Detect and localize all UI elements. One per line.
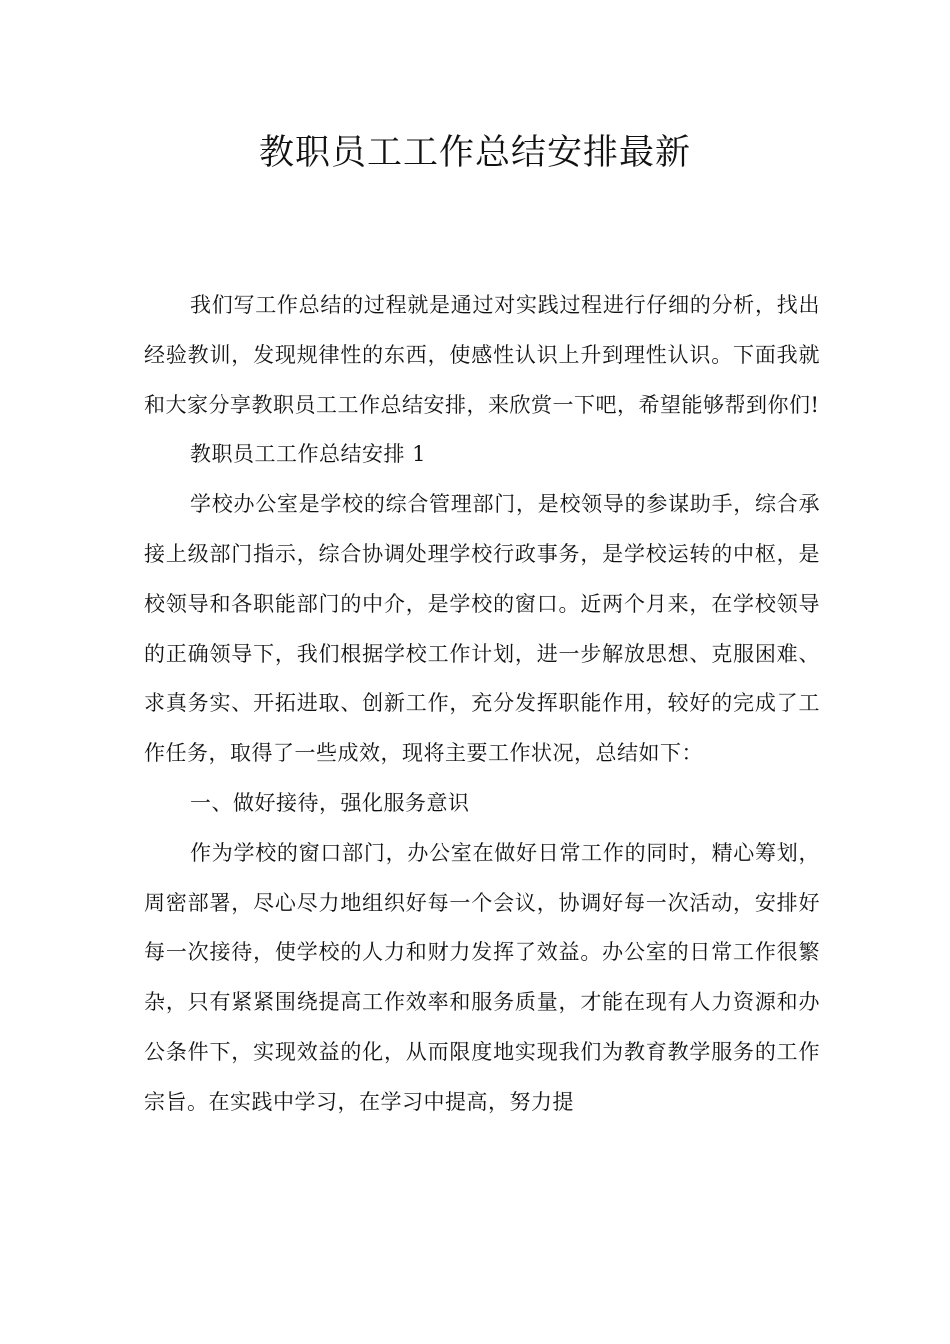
- document-body: [144, 281, 820, 1128]
- intro-paragraph: 我们写工作总结的过程就是通过对实践过程进行仔细的分析，找出经验教训，发现规律性的东西，使感性认识上升到理性认识。下面我就和大家分享教职员工工作总结安排，来欣赏一下吧，希望能够帮到你们!: [144, 293, 820, 417]
- section-heading: 教职员工工作总结安排 1: [190, 442, 427, 467]
- document-title: 教职员工工作总结安排最新: [258, 133, 691, 173]
- body-paragraph: 学校办公室是学校的综合管理部门，是校领导的参谋助手，综合承接上级部门指示，综合协调处理学校行政事务，是学校运转的中枢，是校领导和各职能部门的中介，是学校的窗口。近两个月来，在学校领导的正确领导下，我们根据学校工作计划，进一步解放思想、克服困难、求真务实、开拓进取、创新工作，充分发挥职能作用，较好的完成了工作任务，取得了一些成效，现将主要工作状况，总结如下：: [144, 492, 820, 766]
- subsection-heading: 一、做好接待，强化服务意识: [190, 790, 470, 815]
- body-paragraph: 作为学校的窗口部门，办公室在做好日常工作的同时，精心筹划，周密部署，尽心尽力地组织好每一个会议，协调好每一次活动，安排好每一次接待，使学校的人力和财力发挥了效益。办公室的日常工作很繁杂，只有紧紧围绕提高工作效率和服务质量，才能在现有人力资源和办公条件下，实现效益的化，从而限度地实现我们为教育教学服务的工作宗旨。在实践中学习，在学习中提高，努力提: [144, 840, 820, 1114]
